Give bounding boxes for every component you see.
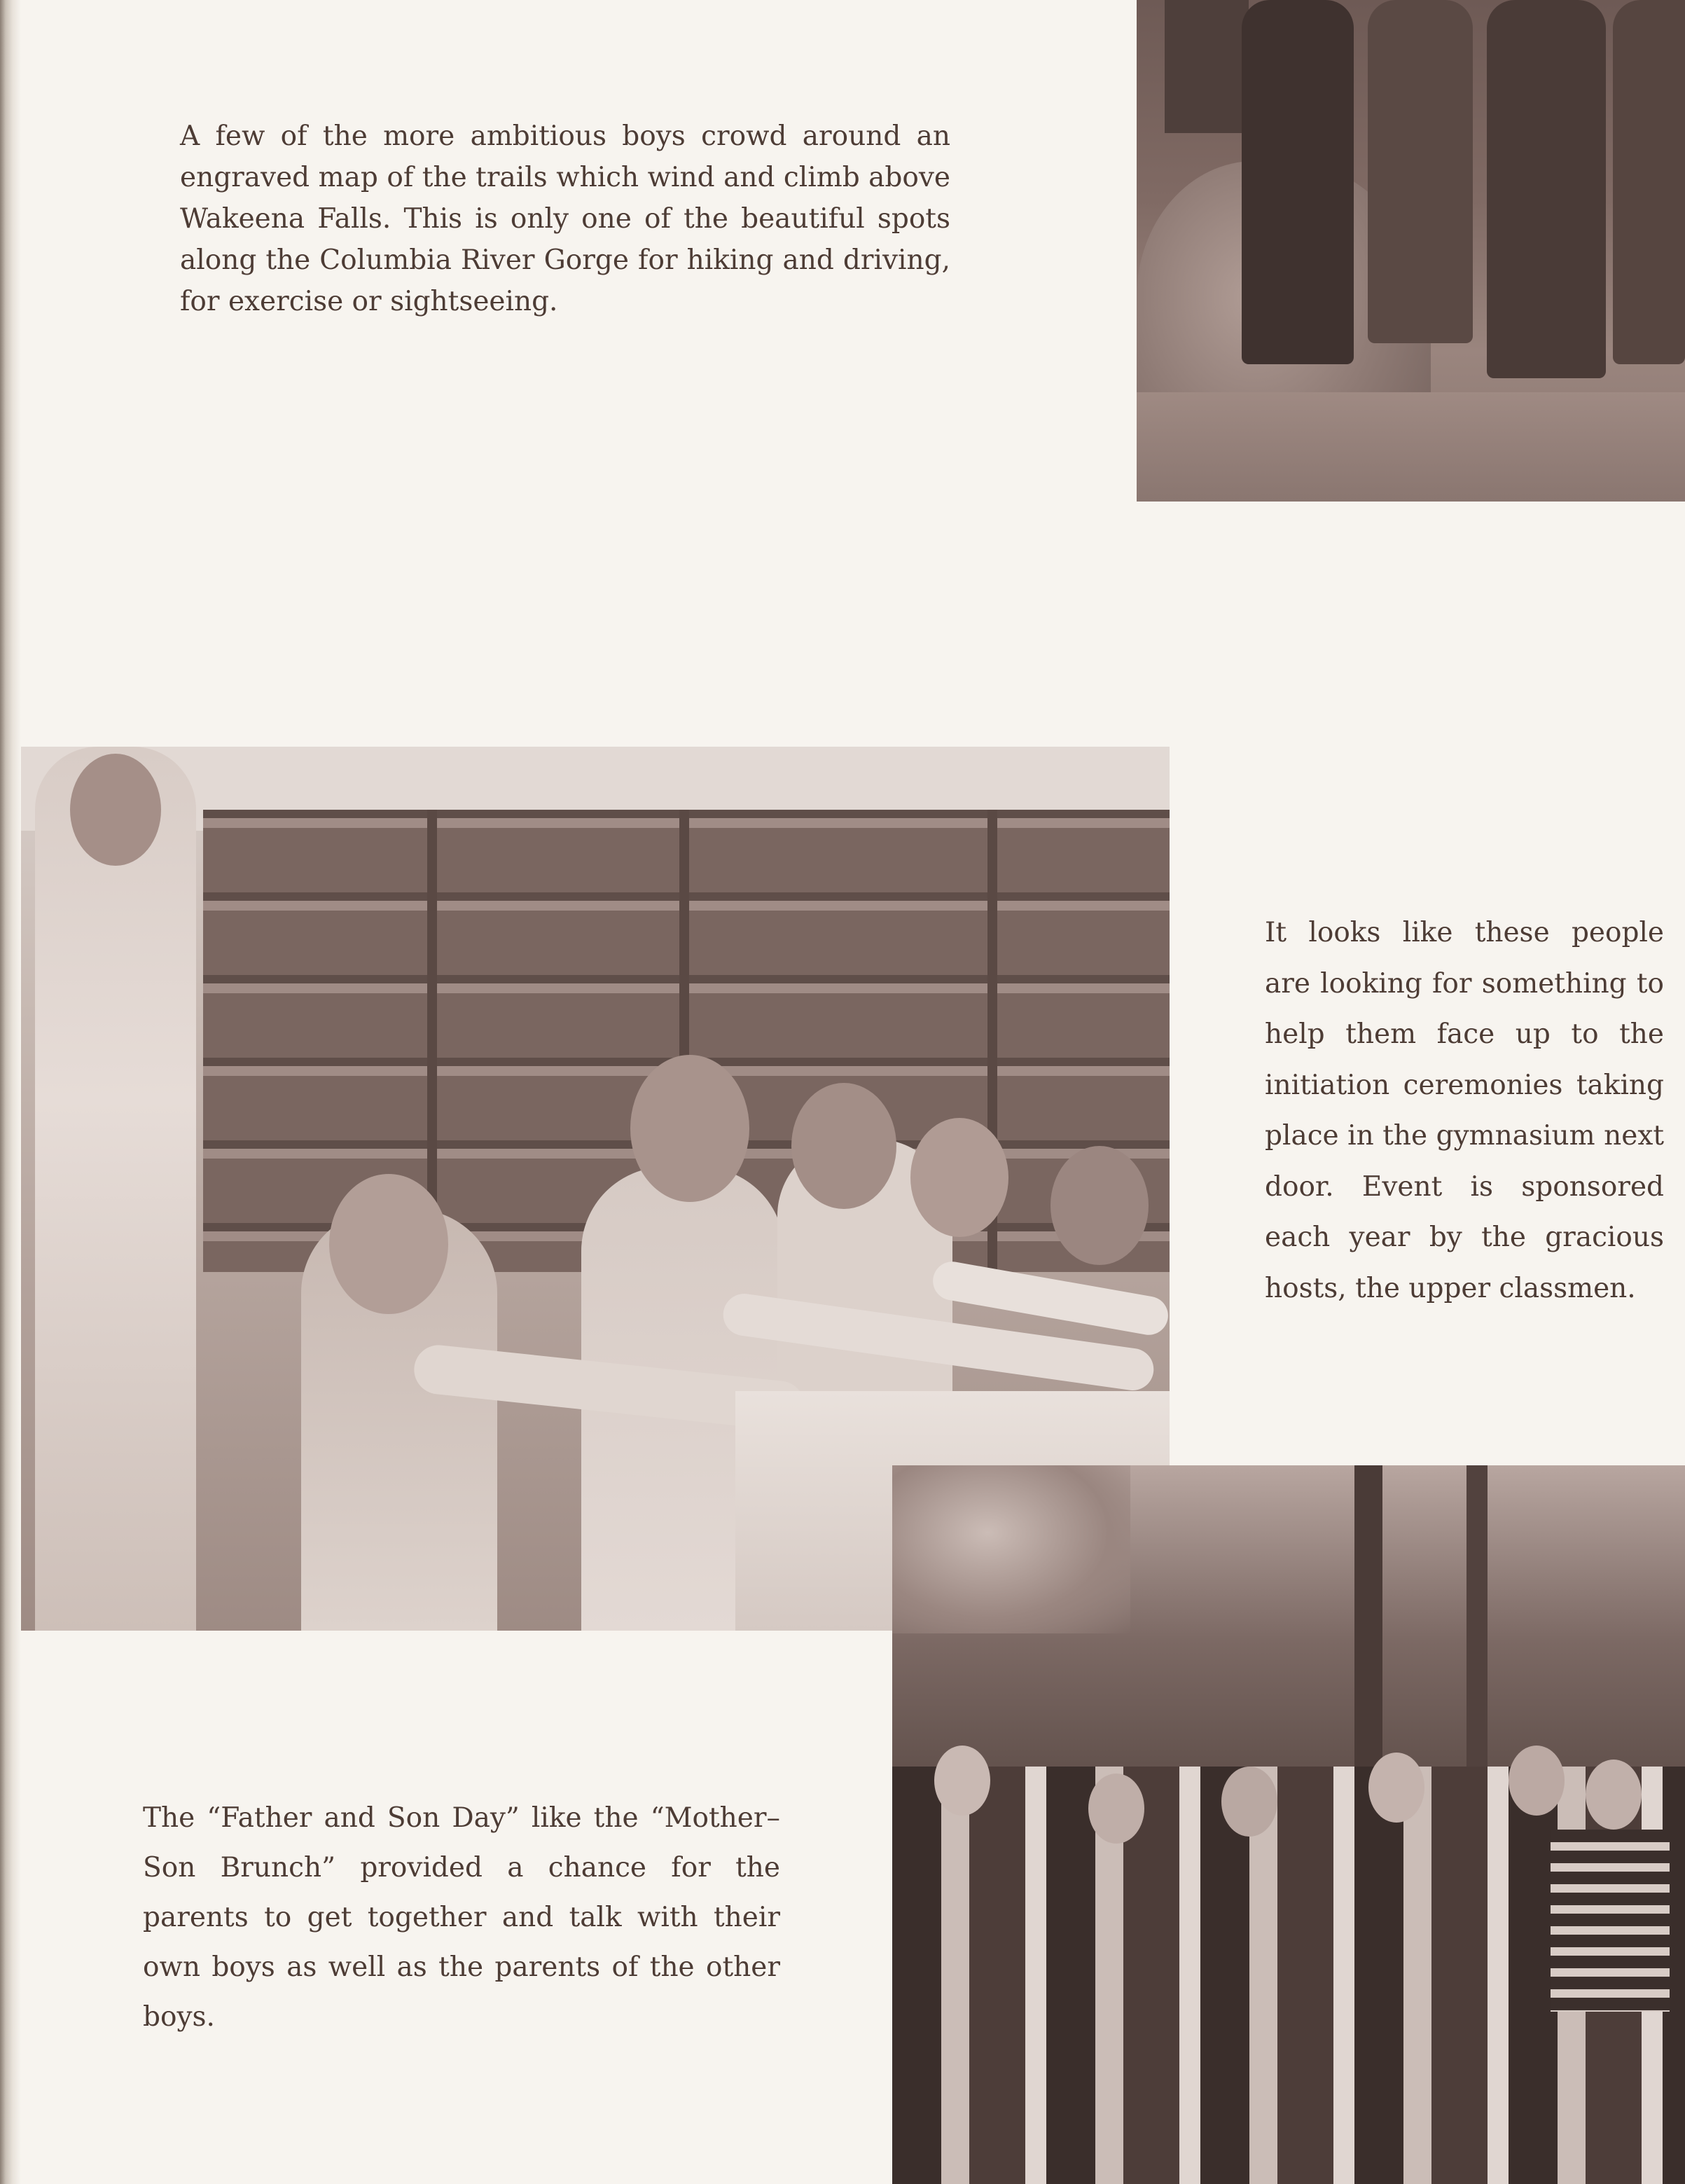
trails-caption: [180, 116, 950, 322]
engraved-map-board: [1165, 0, 1249, 133]
boy-figure: [1487, 0, 1606, 378]
foliage: [892, 1465, 1130, 1633]
boy-head: [1050, 1146, 1149, 1265]
person-head: [1088, 1774, 1144, 1844]
standing-boy-head: [70, 754, 161, 866]
boy-figure: [1613, 0, 1685, 364]
young-boy-head: [329, 1174, 448, 1314]
father-son-caption-text: The “Father and Son Day” like the “Mother–Son Brunch” provided a chance for the parents to get together and talk with their own boys as well as the parents of the other boys.: [143, 1802, 780, 2033]
person-head: [1586, 1760, 1642, 1830]
trails-caption-text: A few of the more ambitious boys crowd around an engraved map of the trails which wind and climb above Wakeena Falls. This is only one of the beautiful spots along the Columbia River Gorge for hiking and driving, for exercise or sightseeing.: [180, 120, 950, 317]
boy-head: [910, 1118, 1008, 1237]
trail-map-photo: [1137, 0, 1685, 502]
boy-face-paint: [630, 1055, 749, 1202]
father-son-caption: [143, 1793, 780, 2042]
person-head: [1368, 1753, 1424, 1823]
initiation-caption-text: It looks like these people are looking for something to help them face up to the initiation ceremonies taking place in the gymnasium next door. Event is sponsored each year by the gracious hosts, the upper classmen.: [1265, 917, 1664, 1304]
ground: [1137, 392, 1685, 502]
boy-face-paint: [791, 1083, 896, 1209]
father-son-day-photo: [892, 1465, 1685, 2184]
person-head: [934, 1746, 990, 1816]
standing-boy: [35, 747, 196, 1631]
page-binding-edge: [0, 0, 21, 2184]
boy-figure: [1368, 0, 1473, 343]
initiation-caption: [1265, 908, 1664, 1314]
person-head: [1221, 1767, 1277, 1837]
person-head: [1509, 1746, 1565, 1816]
boy-figure: [1242, 0, 1354, 364]
patterned-sweater: [1551, 1830, 1670, 2012]
